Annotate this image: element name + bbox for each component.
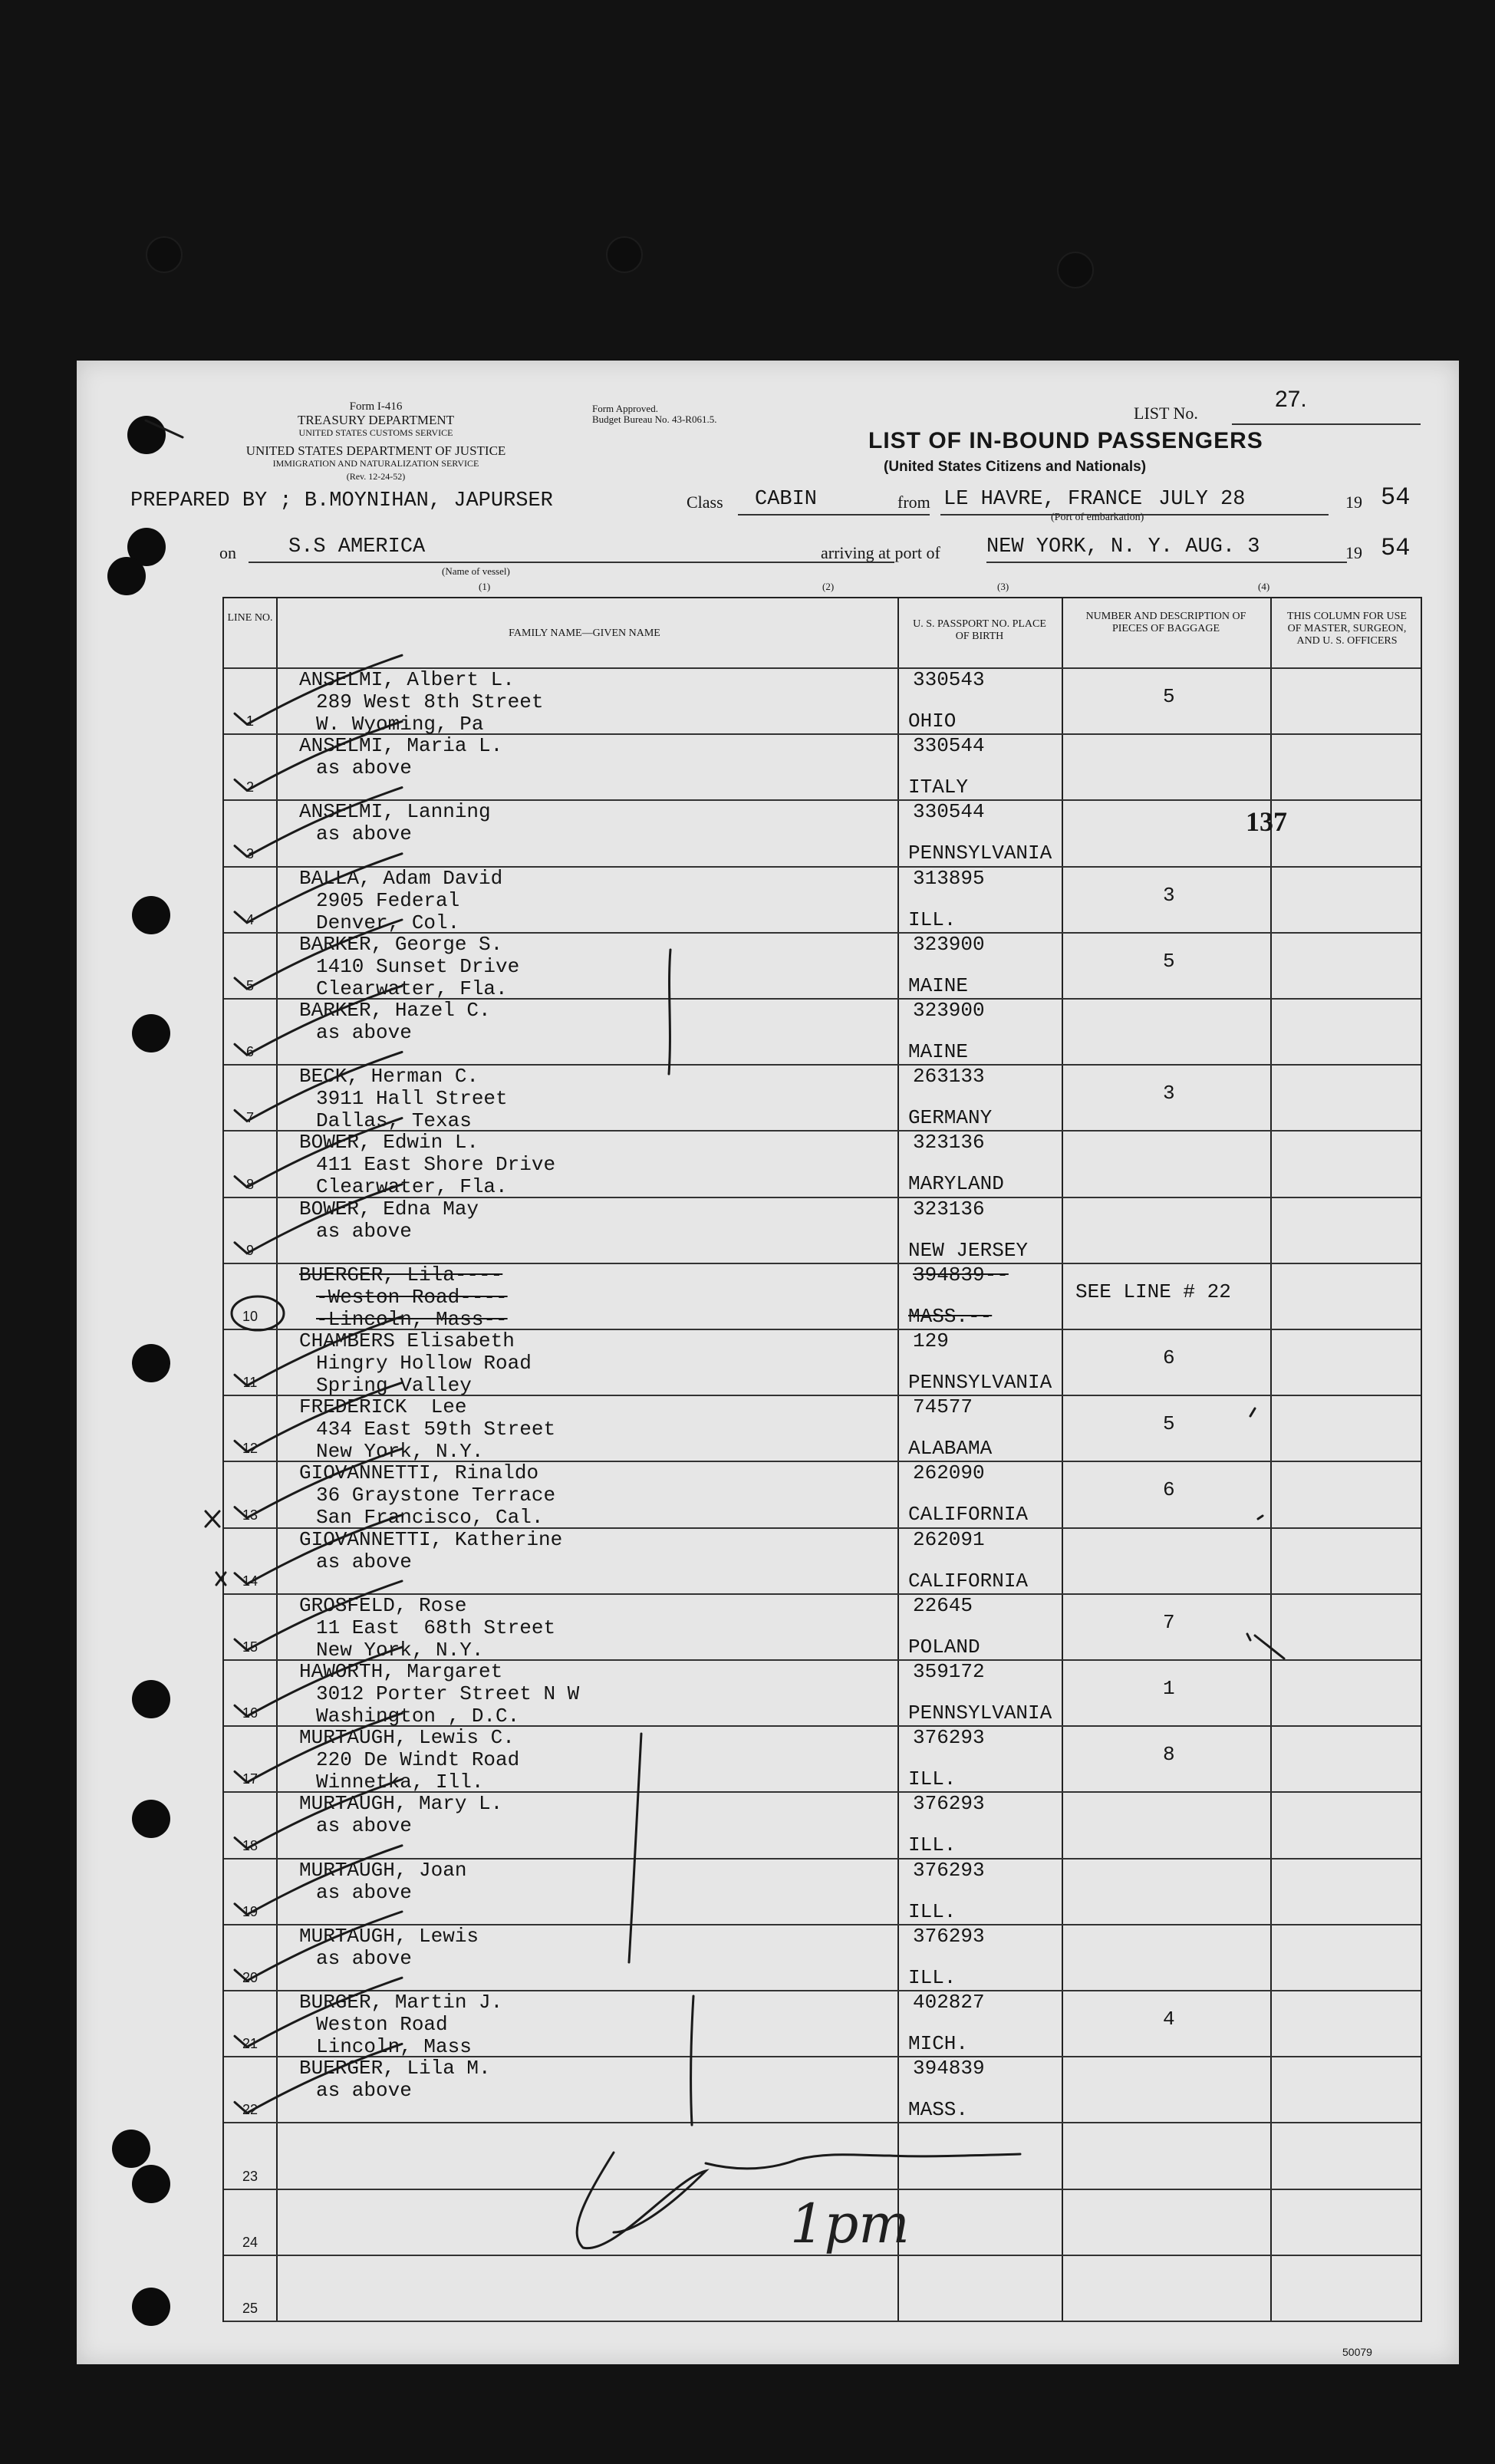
passenger-name: ANSELMI, Lanning <box>299 800 491 824</box>
place-of-birth: OHIO <box>908 710 957 733</box>
passenger-name: BUERGER, Lila---- <box>299 1263 503 1286</box>
place-of-birth: MASS. <box>908 2098 969 2122</box>
line-number: 14 <box>242 1573 258 1589</box>
passenger-address-line: New York, N.Y. <box>316 1440 484 1464</box>
place-of-birth: NEW JERSEY <box>908 1238 1029 1262</box>
agency-block <box>222 400 529 483</box>
passenger-name: HAWORTH, Margaret <box>299 1660 503 1683</box>
passenger-name: BARKER, Hazel C. <box>299 999 491 1022</box>
footer-code: 50079 <box>1342 2346 1372 2358</box>
passenger-name-address <box>299 1066 508 1132</box>
line-number: 3 <box>245 845 254 861</box>
passenger-address-line: as above <box>316 1021 412 1044</box>
passport-number: 376293 <box>913 1726 985 1750</box>
line-number: 19 <box>242 1903 258 1919</box>
passenger-name: GROSFELD, Rose <box>299 1593 467 1617</box>
place-of-birth: CALIFORNIA <box>908 1503 1029 1527</box>
passport-number: 330544 <box>913 734 985 758</box>
page-subtitle: (United States Citizens and Nationals) <box>884 459 1147 475</box>
film-hole <box>606 236 643 273</box>
passenger-name: ANSELMI, Albert L. <box>299 668 515 691</box>
line-number: 24 <box>242 2234 258 2250</box>
x-mark <box>206 1511 219 1527</box>
year-prefix-2: 19 <box>1345 543 1362 562</box>
passenger-address-line: Spring Valley <box>316 1374 472 1397</box>
passenger-address-line: -Lincoln, Mass-- <box>316 1307 508 1331</box>
passenger-name: BUERGER, Lila M. <box>299 2057 491 2080</box>
place-of-birth: ITALY <box>908 776 969 799</box>
prepared-by: PREPARED BY ; B.MOYNIHAN, JAPURSER <box>130 489 553 512</box>
passenger-address-line: as above <box>316 1880 412 1904</box>
passenger-name-address <box>299 735 502 779</box>
passenger-address-line: 411 East Shore Drive <box>316 1153 556 1177</box>
passenger-address-line: as above <box>316 1550 412 1573</box>
line-number: 10 <box>242 1309 258 1324</box>
immigration-service: IMMIGRATION AND NATURALIZATION SERVICE <box>272 458 479 469</box>
passport-number: 323136 <box>913 1131 985 1155</box>
treasury-department: TREASURY DEPARTMENT <box>297 413 455 427</box>
passenger-address-line: Clearwater, Fla. <box>316 1175 508 1199</box>
passenger-name: BARKER, George S. <box>299 932 503 956</box>
passenger-address-line: 3911 Hall Street <box>316 1087 508 1111</box>
place-of-birth: MAINE <box>908 1040 969 1063</box>
baggage-count: 6 <box>1163 1346 1175 1369</box>
passport-number: 129 <box>913 1329 949 1352</box>
place-of-birth: POLAND <box>908 1635 980 1659</box>
page-title: LIST OF IN-BOUND PASSENGERS <box>868 428 1263 453</box>
place-of-birth: GERMANY <box>908 1106 993 1130</box>
passenger-name-address <box>299 1860 466 1904</box>
passport-number: 359172 <box>913 1660 985 1683</box>
place-of-birth: ILL. <box>908 1767 957 1791</box>
passenger-address-line: 3012 Porter Street N W <box>316 1682 580 1705</box>
passenger-name-address <box>299 1132 555 1198</box>
passenger-address-line: Clearwater, Fla. <box>316 977 508 1000</box>
passenger-address-line: -Weston Road---- <box>316 1285 508 1309</box>
arriving-label: arriving at port of <box>821 543 940 562</box>
place-of-birth: ILL. <box>908 1899 957 1923</box>
column-ref-3: (3) <box>997 581 1009 592</box>
passenger-name-address <box>299 1529 562 1573</box>
passenger-name-address <box>299 2057 491 2102</box>
place-of-birth: PENNSYLVANIA <box>908 842 1052 865</box>
passport-number: 323900 <box>913 932 985 956</box>
punch-hole <box>127 416 166 454</box>
line-number: 12 <box>242 1441 258 1457</box>
line-number: 4 <box>245 911 254 927</box>
line-number: 2 <box>245 779 254 796</box>
punch-hole <box>132 1344 170 1382</box>
form-revision: (Rev. 12-24-52) <box>346 471 406 482</box>
passenger-address-line: as above <box>316 1219 412 1243</box>
passenger-address-line: Lincoln, Mass <box>316 2035 472 2058</box>
baggage-count: 1 <box>1163 1677 1175 1700</box>
passenger-address-line: Denver, Col. <box>316 911 460 934</box>
form-number: Form I-416 <box>349 400 403 413</box>
baggage-count: 3 <box>1163 883 1175 907</box>
line-number: 9 <box>245 1242 254 1258</box>
passenger-name: FREDERICK Lee <box>299 1395 467 1419</box>
row-divider <box>224 2122 1421 2123</box>
punch-hole <box>132 2165 170 2203</box>
passport-number: 262090 <box>913 1461 985 1485</box>
place-of-birth: MAINE <box>908 973 969 997</box>
baggage-count: 7 <box>1163 1610 1175 1634</box>
place-of-birth: MICH. <box>908 2032 969 2055</box>
passenger-address-line: 11 East 68th Street <box>316 1616 556 1639</box>
passport-number: 394839 <box>913 2057 985 2080</box>
punch-hole <box>132 1800 170 1838</box>
passenger-address-line: 2905 Federal <box>316 888 460 912</box>
column-header-officers: THIS COLUMN FOR USE OF MASTER, SURGEON, AND U. S. OFFICERS <box>1287 611 1407 647</box>
passenger-address-line: Hingry Hollow Road <box>316 1352 532 1375</box>
passenger-address-line: 220 De Windt Road <box>316 1748 520 1772</box>
passenger-name-address <box>299 1793 502 1837</box>
passenger-name-address <box>299 1264 508 1331</box>
passenger-name: ANSELMI, Maria L. <box>299 734 503 758</box>
passenger-address-line: as above <box>316 822 412 846</box>
line-number: 23 <box>242 2168 258 2184</box>
class-label: Class <box>687 492 723 512</box>
passport-number: 313895 <box>913 866 985 890</box>
line-number: 6 <box>245 1044 254 1060</box>
year-prefix-1: 19 <box>1345 492 1362 512</box>
passenger-address-line: Winnetka, Ill. <box>316 1771 484 1794</box>
row-divider <box>224 2189 1421 2190</box>
punch-hole <box>132 896 170 934</box>
passenger-name-address <box>299 1595 555 1662</box>
passenger-address-line: as above <box>316 1946 412 1970</box>
manifest-page <box>77 361 1459 2364</box>
form-approved: Form Approved. <box>592 403 658 414</box>
passenger-name-address <box>299 669 543 736</box>
passport-number: 330543 <box>913 668 985 691</box>
list-no-value: 27. <box>1275 387 1307 412</box>
baggage-count: 6 <box>1163 1478 1175 1502</box>
passport-number: 262091 <box>913 1527 985 1551</box>
passenger-table <box>222 597 1422 2322</box>
passenger-name: MURTAUGH, Lewis C. <box>299 1726 515 1750</box>
passenger-address-line: New York, N.Y. <box>316 1638 484 1662</box>
passport-number: 22645 <box>913 1593 973 1617</box>
passenger-address-line: as above <box>316 1814 412 1838</box>
row-divider <box>224 2321 1421 2322</box>
line-number: 5 <box>245 978 254 993</box>
line-number: 22 <box>242 2102 258 2118</box>
passenger-name: BOWER, Edna May <box>299 1197 479 1220</box>
passport-number: 394839-- <box>913 1263 1009 1286</box>
baggage-count: 8 <box>1163 1743 1175 1767</box>
passenger-address-line: Washington , D.C. <box>316 1705 520 1728</box>
passenger-name-address <box>299 1991 502 2058</box>
passport-number: 263133 <box>913 1065 985 1089</box>
place-of-birth: PENNSYLVANIA <box>908 1701 1052 1724</box>
place-of-birth: MARYLAND <box>908 1172 1004 1196</box>
signature-time-note: 1pm <box>790 2192 910 2255</box>
passport-number: 376293 <box>913 1924 985 1948</box>
passenger-address-line: 434 East 59th Street <box>316 1418 556 1441</box>
passenger-name: BALLA, Adam David <box>299 866 503 890</box>
line-number: 20 <box>242 1970 258 1985</box>
year-2: 54 <box>1381 534 1411 562</box>
passenger-address-line: 289 West 8th Street <box>316 690 544 713</box>
passport-number: 323900 <box>913 999 985 1022</box>
column-header-name: FAMILY NAME—GIVEN NAME <box>509 628 660 639</box>
passenger-name: BOWER, Edwin L. <box>299 1131 479 1155</box>
line-number: 15 <box>242 1639 258 1655</box>
passenger-name-address <box>299 1198 479 1243</box>
line-number: 13 <box>242 1507 258 1523</box>
line-number: 17 <box>242 1771 258 1787</box>
punch-hole <box>132 1014 170 1052</box>
passenger-address-line: as above <box>316 2079 412 2103</box>
passenger-name: MURTAUGH, Lewis <box>299 1924 479 1948</box>
line-number: 8 <box>245 1176 254 1192</box>
passenger-address-line: Weston Road <box>316 2013 448 2036</box>
passenger-name-address <box>299 1000 491 1044</box>
baggage-count: SEE LINE # 22 <box>1075 1280 1231 1303</box>
class-value: CABIN <box>755 488 818 511</box>
passenger-name: CHAMBERS Elisabeth <box>299 1329 515 1352</box>
vessel-name: S.S AMERICA <box>288 535 426 558</box>
column-ref-2: (2) <box>822 581 835 592</box>
tally-count: 137 <box>1246 806 1287 837</box>
punch-hole <box>107 557 146 595</box>
baggage-count: 3 <box>1163 1082 1175 1105</box>
punch-hole <box>132 2288 170 2326</box>
baggage-count: 5 <box>1163 1412 1175 1436</box>
punch-hole <box>132 1680 170 1718</box>
passenger-name: BECK, Herman C. <box>299 1065 479 1089</box>
column-header-line-no: LINE NO. <box>227 612 273 624</box>
list-no-label: LIST No. <box>1134 404 1198 423</box>
budget-bureau: Budget Bureau No. 43-R061.5. <box>592 413 717 425</box>
embarkation-port: LE HAVRE, FRANCE <box>943 488 1143 511</box>
baggage-count: 5 <box>1163 949 1175 973</box>
film-hole <box>1057 252 1094 288</box>
passport-number: 74577 <box>913 1395 973 1419</box>
passenger-name-address <box>299 868 502 934</box>
line-number: 25 <box>242 2301 258 2316</box>
passenger-name: GIOVANNETTI, Rinaldo <box>299 1461 539 1485</box>
passenger-address-line: as above <box>316 756 412 780</box>
passenger-name-address <box>299 1727 519 1794</box>
year-1: 54 <box>1381 483 1411 512</box>
passport-number: 402827 <box>913 1991 985 2014</box>
passenger-name-address <box>299 1925 479 1970</box>
column-ref-4: (4) <box>1258 581 1270 592</box>
column-header-passport: U. S. PASSPORT NO. PLACE OF BIRTH <box>913 618 1046 642</box>
place-of-birth: ILL. <box>908 1965 957 1989</box>
from-label: from <box>897 492 930 512</box>
passenger-name-address <box>299 934 519 1000</box>
passenger-address-line: San Francisco, Cal. <box>316 1506 544 1530</box>
justice-department: UNITED STATES DEPARTMENT OF JUSTICE <box>245 443 506 458</box>
line-number: 1 <box>245 713 254 730</box>
line-number: 16 <box>242 1705 258 1721</box>
passport-number: 330544 <box>913 800 985 824</box>
vessel-note: (Name of vessel) <box>442 565 510 577</box>
baggage-count: 4 <box>1163 2008 1175 2031</box>
punch-hole <box>112 2130 150 2168</box>
film-hole <box>146 236 183 273</box>
passenger-address-line: 1410 Sunset Drive <box>316 954 520 978</box>
column-header-baggage: NUMBER AND DESCRIPTION OF PIECES OF BAGGAGE <box>1085 611 1246 634</box>
passenger-name: MURTAUGH, Joan <box>299 1858 467 1882</box>
port-note: (Port of embarkation) <box>1051 512 1144 523</box>
passenger-name: GIOVANNETTI, Katherine <box>299 1527 563 1551</box>
line-number: 18 <box>242 1837 258 1853</box>
place-of-birth: ALABAMA <box>908 1437 993 1461</box>
line-number: 7 <box>245 1110 254 1126</box>
passenger-address-line: W. Wyoming, Pa <box>316 713 484 736</box>
passenger-name-address <box>299 801 491 845</box>
place-of-birth: ILL. <box>908 1833 957 1857</box>
passenger-name: MURTAUGH, Mary L. <box>299 1792 503 1816</box>
passport-number: 323136 <box>913 1197 985 1220</box>
passenger-address-line: 36 Graystone Terrace <box>316 1484 556 1507</box>
line-number: 11 <box>242 1375 258 1391</box>
place-of-birth: CALIFORNIA <box>908 1569 1029 1593</box>
passenger-name-address <box>299 1462 555 1529</box>
approval-block <box>592 404 716 425</box>
column-ref-1: (1) <box>479 581 491 592</box>
arrival-port-date: NEW YORK, N. Y. AUG. 3 <box>986 535 1260 558</box>
passenger-name-address <box>299 1396 555 1463</box>
passenger-name: BURGER, Martin J. <box>299 1991 503 2014</box>
passenger-name-address <box>299 1661 579 1728</box>
customs-service: UNITED STATES CUSTOMS SERVICE <box>298 427 453 438</box>
place-of-birth: PENNSYLVANIA <box>908 1371 1052 1394</box>
passport-number: 376293 <box>913 1858 985 1882</box>
on-label: on <box>219 543 236 562</box>
passenger-address-line: Dallas, Texas <box>316 1109 472 1133</box>
line-number: 21 <box>242 2036 258 2052</box>
passport-number: 376293 <box>913 1792 985 1816</box>
place-of-birth: MASS.-- <box>908 1304 993 1328</box>
place-of-birth: ILL. <box>908 908 957 931</box>
departure-date: JULY 28 <box>1158 488 1246 511</box>
baggage-count: 5 <box>1163 685 1175 708</box>
passenger-name-address <box>299 1330 532 1397</box>
